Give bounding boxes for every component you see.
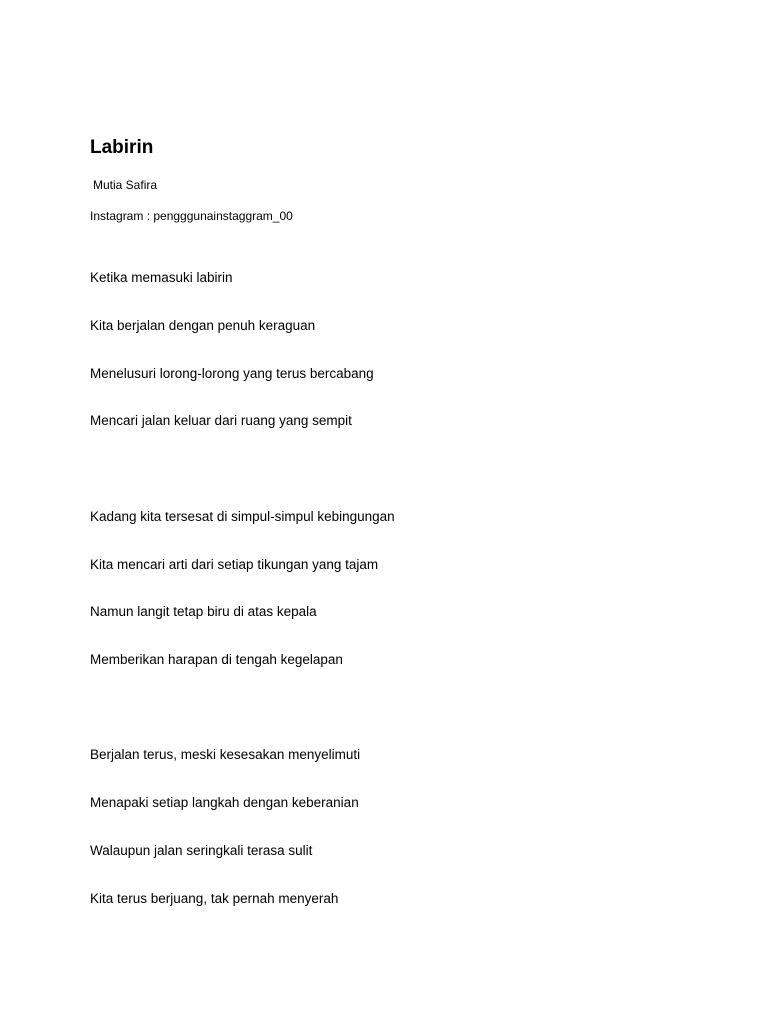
poem-line: Kita berjalan dengan penuh keraguan xyxy=(90,318,316,333)
poem-line: Kita mencari arti dari setiap tikungan yang tajam xyxy=(90,557,379,572)
poem-line: Walaupun jalan seringkali terasa sulit xyxy=(90,843,313,858)
poem-line: Kadang kita tersesat di simpul-simpul kebingungan xyxy=(90,509,395,524)
poem-line: Menapaki setiap langkah dengan keberanian xyxy=(90,795,359,810)
poem-line: Ketika memasuki labirin xyxy=(90,270,233,285)
author-name: Mutia Safira xyxy=(93,178,158,192)
poem-line: Menelusuri lorong-lorong yang terus bercabang xyxy=(90,366,374,381)
poem-line: Kita terus berjuang, tak pernah menyerah xyxy=(90,891,339,906)
poem-line: Namun langit tetap biru di atas kepala xyxy=(90,604,317,619)
poem-line: Mencari jalan keluar dari ruang yang sempit xyxy=(90,413,352,428)
poem-title: Labirin xyxy=(90,137,154,158)
poem-line: Berjalan terus, meski kesesakan menyelimuti xyxy=(90,747,361,762)
poem-line: Memberikan harapan di tengah kegelapan xyxy=(90,652,343,667)
instagram-handle: Instagram : pengggunainstaggram_00 xyxy=(90,209,293,223)
